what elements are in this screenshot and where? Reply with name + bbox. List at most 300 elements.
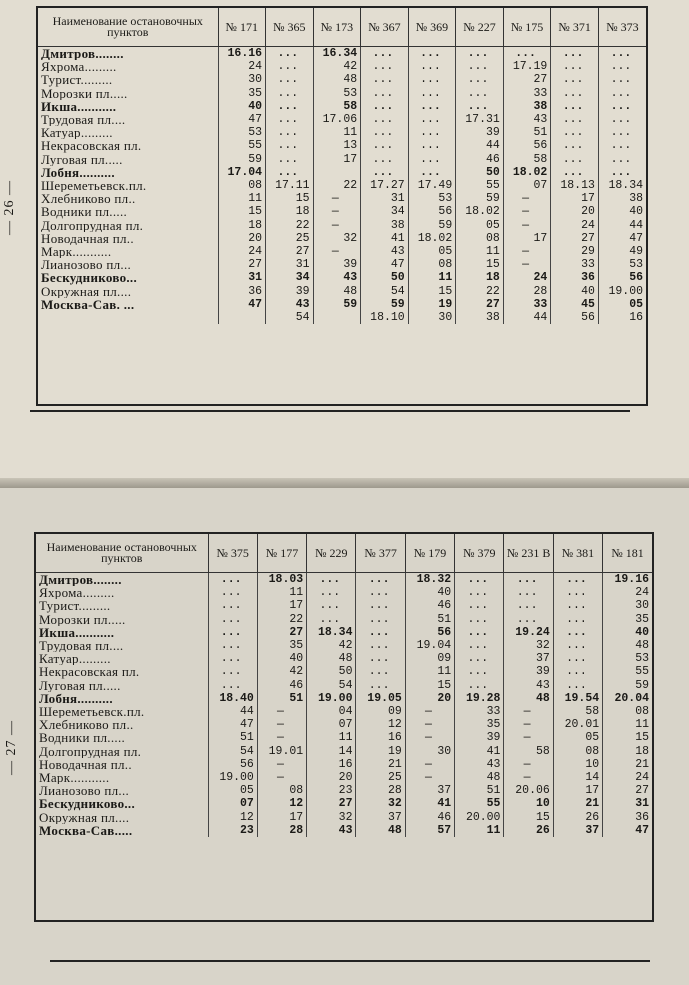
time-cell: ... (266, 47, 314, 61)
time-cell: ... (551, 60, 599, 73)
stop-name: Хлебниково пл.. (38, 192, 218, 205)
time-cell: ... (208, 573, 257, 587)
time-cell: — (504, 705, 553, 718)
time-cell: 50 (456, 166, 504, 179)
time-cell: 49 (629, 245, 643, 259)
time-cell: 39 (455, 731, 504, 744)
table-row (38, 139, 646, 152)
time-cell: 53 (313, 87, 361, 100)
time-cell: 48 (313, 73, 361, 86)
time-cell: 24 (551, 219, 599, 232)
time-cell: 17.11 (266, 179, 314, 192)
time-cell: 40 (551, 285, 599, 298)
time-cell: 36 (551, 271, 599, 284)
time-cell: 20.04 (614, 691, 649, 705)
time-cell: — (313, 205, 361, 218)
time-cell: ... (307, 613, 356, 626)
time-cell: 25 (266, 232, 314, 245)
time-cell: ... (266, 166, 314, 179)
time-cell: — (257, 718, 306, 731)
header-train-number: № 365 (266, 8, 314, 47)
time-cell: ... (455, 613, 504, 626)
time-cell: ... (356, 652, 405, 665)
time-cell: 09 (405, 652, 454, 665)
time-cell: 27 (551, 232, 599, 245)
time-cell: 25 (356, 771, 405, 784)
time-cell: 37 (504, 652, 553, 665)
time-cell: 27 (635, 784, 649, 798)
time-cell: 17 (551, 192, 599, 205)
table-row (38, 87, 646, 100)
time-cell: ... (503, 47, 551, 61)
stop-name: Турист......... (38, 73, 218, 86)
time-cell: ... (551, 100, 599, 113)
time-cell: 41 (455, 745, 504, 758)
header-train-number: № 229 (307, 534, 356, 573)
stop-name: Шереметьевск.пл. (38, 179, 218, 192)
time-cell: 59 (635, 678, 649, 692)
time-cell: 44 (208, 705, 257, 718)
header-train-number: № 371 (551, 8, 599, 47)
time-cell: 11 (456, 245, 504, 258)
time-cell: ... (307, 599, 356, 612)
table-row (36, 731, 652, 744)
stop-name: Москва-Сав. ... (38, 298, 218, 311)
time-cell: 27 (257, 626, 306, 639)
header-train-number: № 367 (361, 8, 409, 47)
time-cell: ... (356, 573, 405, 587)
time-cell: 43 (313, 271, 361, 284)
time-cell: 17.27 (361, 179, 409, 192)
time-cell: — (504, 718, 553, 731)
time-cell: 19.24 (504, 626, 553, 639)
header-train-number: № 375 (208, 534, 257, 573)
table-row (38, 271, 646, 284)
time-cell: 16 (629, 311, 643, 325)
time-cell: ... (361, 113, 409, 126)
time-cell: — (504, 771, 553, 784)
time-cell: 17 (503, 232, 551, 245)
time-cell: ... (455, 652, 504, 665)
time-cell: 11 (307, 731, 356, 744)
time-cell: 26 (553, 811, 602, 824)
time-cell: ... (356, 599, 405, 612)
time-cell: 42 (257, 665, 306, 678)
stop-name: Дмитров........ (38, 47, 218, 61)
time-cell: 30 (218, 73, 266, 86)
time-cell: ... (361, 60, 409, 73)
stop-name: Морозки пл..... (36, 613, 208, 626)
time-cell: 11 (313, 126, 361, 139)
time-cell (218, 311, 266, 324)
time-cell: 50 (307, 665, 356, 678)
time-cell: 30 (405, 745, 454, 758)
time-cell: 40 (405, 586, 454, 599)
stop-name: Окружная пл.... (36, 811, 208, 824)
stop-name: Лобня.......... (38, 166, 218, 179)
time-cell: 28 (503, 285, 551, 298)
table-row (36, 771, 652, 784)
time-cell: ... (553, 665, 602, 678)
stop-name: Яхрома......... (36, 586, 208, 599)
time-cell: 05 (408, 245, 456, 258)
time-cell: ... (455, 626, 504, 639)
time-cell: — (313, 245, 361, 258)
time-cell: 31 (218, 271, 266, 284)
time-cell: ... (551, 113, 599, 126)
time-cell: 32 (356, 797, 405, 810)
time-cell: ... (266, 139, 314, 152)
timetable-bottom (34, 532, 654, 922)
stop-name: Икша........... (38, 100, 218, 113)
time-cell: 09 (356, 705, 405, 718)
time-cell: — (313, 219, 361, 232)
time-cell: 19.00 (608, 284, 643, 298)
time-cell: ... (456, 60, 504, 73)
time-cell: 53 (218, 126, 266, 139)
stop-name: Лобня.......... (36, 692, 208, 705)
time-cell: ... (208, 599, 257, 612)
stop-name: Новодачная пл.. (38, 232, 218, 245)
time-cell: 17 (553, 784, 602, 797)
header-train-number: № 181 (603, 534, 652, 573)
time-cell: ... (361, 100, 409, 113)
time-cell: ... (456, 100, 504, 113)
time-cell: ... (553, 679, 602, 692)
table-row (36, 797, 652, 810)
table-row (36, 665, 652, 678)
time-cell: 24 (635, 586, 649, 600)
time-cell: 08 (553, 745, 602, 758)
time-cell: 48 (356, 824, 405, 837)
time-cell: ... (551, 166, 599, 179)
time-cell: 12 (257, 797, 306, 810)
time-cell: 19.00 (208, 771, 257, 784)
time-cell: ... (610, 60, 632, 74)
time-cell: 35 (455, 718, 504, 731)
time-cell: ... (208, 586, 257, 599)
time-cell: 23 (208, 824, 257, 837)
time-cell: 17.31 (456, 113, 504, 126)
time-cell: 07 (208, 797, 257, 810)
stop-name: Катуар......... (36, 652, 208, 665)
time-cell: ... (208, 613, 257, 626)
time-cell: ... (553, 613, 602, 626)
time-cell: 55 (456, 179, 504, 192)
stop-name: Трудовая пл.... (38, 113, 218, 126)
time-cell: 18.34 (608, 179, 643, 193)
table-row (36, 639, 652, 652)
time-cell: ... (553, 599, 602, 612)
time-cell: 34 (266, 271, 314, 284)
stop-name: Марк........... (38, 245, 218, 258)
time-cell: — (504, 758, 553, 771)
time-cell: 15 (456, 258, 504, 271)
time-cell: 24 (503, 271, 551, 284)
time-cell: 59 (361, 298, 409, 311)
time-cell: ... (356, 626, 405, 639)
time-cell: 17.49 (408, 179, 456, 192)
time-cell: ... (266, 73, 314, 86)
table-row (36, 824, 652, 837)
time-cell: 17.06 (313, 113, 361, 126)
time-cell: 29 (551, 245, 599, 258)
time-cell: 55 (635, 665, 649, 679)
header-stop-names: Наименование остановочных пунктов (36, 534, 208, 573)
time-cell: 20.00 (455, 811, 504, 824)
time-cell: 43 (266, 298, 314, 311)
time-cell: 53 (408, 192, 456, 205)
time-cell: ... (208, 665, 257, 678)
time-cell: 39 (313, 258, 361, 271)
time-cell: ... (551, 153, 599, 166)
time-cell: 15 (266, 192, 314, 205)
time-cell: 17.19 (503, 60, 551, 73)
time-cell: 17 (313, 153, 361, 166)
time-cell: 14 (307, 745, 356, 758)
time-cell: 27 (307, 797, 356, 810)
time-cell: 08 (408, 258, 456, 271)
time-cell: 44 (503, 311, 551, 324)
time-cell: ... (408, 100, 456, 113)
time-cell: 18.13 (551, 179, 599, 192)
table-row (38, 219, 646, 232)
time-cell: 44 (456, 139, 504, 152)
time-cell: ... (455, 639, 504, 652)
time-cell: 43 (307, 824, 356, 837)
time-cell: 59 (408, 219, 456, 232)
time-cell: 32 (504, 639, 553, 652)
time-cell: 18.32 (405, 573, 454, 587)
time-cell: ... (356, 613, 405, 626)
time-cell: 17 (257, 599, 306, 612)
time-cell: 40 (629, 205, 643, 219)
time-cell: ... (408, 166, 456, 179)
table-row (38, 232, 646, 245)
time-cell: 13 (313, 139, 361, 152)
timetable-top (36, 6, 648, 406)
time-cell: 11 (635, 718, 649, 732)
time-cell: 56 (405, 626, 454, 639)
time-cell: 46 (456, 153, 504, 166)
time-cell: 19.28 (455, 692, 504, 705)
time-cell: ... (408, 153, 456, 166)
time-cell: — (504, 731, 553, 744)
time-cell: 38 (503, 100, 551, 113)
time-cell: 28 (356, 784, 405, 797)
time-cell: ... (408, 87, 456, 100)
time-cell: ... (553, 626, 602, 639)
time-cell: 19.04 (405, 639, 454, 652)
time-cell: ... (266, 87, 314, 100)
stop-name: Окружная пл.... (38, 285, 218, 298)
table-row (38, 298, 646, 311)
table-row (36, 745, 652, 758)
time-cell: ... (551, 73, 599, 86)
page-rule-top (30, 410, 630, 412)
time-cell: ... (551, 47, 599, 61)
time-cell: 18.40 (208, 692, 257, 705)
schedule-table-top (38, 8, 646, 324)
time-cell: 54 (307, 679, 356, 692)
time-cell: 47 (635, 823, 649, 837)
time-cell: 17 (257, 811, 306, 824)
time-cell: 42 (313, 60, 361, 73)
time-cell: — (405, 718, 454, 731)
time-cell: 47 (218, 113, 266, 126)
time-cell: — (503, 192, 551, 205)
time-cell: 18 (218, 219, 266, 232)
time-cell: 33 (503, 87, 551, 100)
time-cell: 18 (635, 744, 649, 758)
time-cell: ... (610, 152, 632, 166)
time-cell: 18.03 (257, 573, 306, 587)
time-cell: 47 (361, 258, 409, 271)
time-cell: ... (356, 679, 405, 692)
time-cell: 05 (456, 219, 504, 232)
time-cell (313, 311, 361, 324)
time-cell: 12 (208, 811, 257, 824)
header-train-number: № 227 (456, 8, 504, 47)
time-cell: ... (456, 87, 504, 100)
time-cell: 33 (455, 705, 504, 718)
time-cell: 11 (405, 665, 454, 678)
stop-name: Долгопрудная пл. (38, 219, 218, 232)
time-cell: 08 (635, 705, 649, 719)
time-cell: 15 (635, 731, 649, 745)
time-cell: 22 (456, 285, 504, 298)
time-cell: ... (553, 652, 602, 665)
stop-name: Марк........... (36, 771, 208, 784)
time-cell: 35 (635, 612, 649, 626)
time-cell: ... (504, 599, 553, 612)
stop-name: Некрасовская пл. (36, 665, 208, 678)
header-train-number: № 179 (405, 534, 454, 573)
table-row (36, 652, 652, 665)
time-cell: 47 (218, 298, 266, 311)
time-cell: 51 (503, 126, 551, 139)
time-cell: ... (266, 153, 314, 166)
table-row (36, 599, 652, 612)
time-cell: ... (456, 73, 504, 86)
time-cell: ... (610, 47, 632, 60)
time-cell: 19.54 (553, 692, 602, 705)
time-cell: 54 (208, 745, 257, 758)
table-row (36, 679, 652, 692)
table-row (36, 626, 652, 639)
time-cell: ... (208, 639, 257, 652)
time-cell: — (257, 705, 306, 718)
time-cell: 42 (307, 639, 356, 652)
time-cell: 24 (635, 771, 649, 785)
table-row (38, 245, 646, 258)
time-cell: ... (266, 126, 314, 139)
table-row (38, 113, 646, 126)
time-cell: 20.01 (553, 718, 602, 731)
time-cell: 15 (218, 205, 266, 218)
time-cell: — (257, 758, 306, 771)
stop-name: Бескудниково... (36, 797, 208, 810)
table-row (38, 60, 646, 73)
time-cell: 07 (503, 179, 551, 192)
time-cell: 22 (257, 613, 306, 626)
time-cell: 51 (405, 613, 454, 626)
table-row (36, 586, 652, 599)
time-cell: — (405, 758, 454, 771)
table-row (36, 784, 652, 797)
page-rule-bottom (50, 960, 650, 962)
time-cell: ... (356, 665, 405, 678)
time-cell: 59 (218, 153, 266, 166)
stop-name (38, 311, 218, 324)
page-number-26: — 26 — (2, 180, 17, 235)
header-train-number: № 231 В (504, 534, 553, 573)
time-cell: 43 (455, 758, 504, 771)
table-row (38, 311, 646, 324)
table-row (38, 192, 646, 205)
time-cell: 36 (218, 285, 266, 298)
time-cell: ... (455, 679, 504, 692)
stop-name: Водники пл..... (36, 731, 208, 744)
stop-name: Морозки пл..... (38, 87, 218, 100)
time-cell: 19.00 (307, 692, 356, 705)
stop-name: Лианозово пл... (38, 258, 218, 271)
table-row (38, 100, 646, 113)
time-cell: 54 (266, 311, 314, 324)
time-cell: 50 (361, 271, 409, 284)
stop-name: Луговая пл..... (36, 679, 208, 692)
time-cell: 15 (504, 811, 553, 824)
time-cell: 24 (218, 245, 266, 258)
time-cell: ... (208, 652, 257, 665)
time-cell: 19 (408, 298, 456, 311)
time-cell: 53 (635, 652, 649, 666)
table-row (36, 692, 652, 705)
time-cell: 20 (405, 692, 454, 705)
time-cell: ... (551, 139, 599, 152)
time-cell: 11 (218, 192, 266, 205)
time-cell: 40 (635, 625, 649, 639)
time-cell: 21 (635, 757, 649, 771)
time-cell: 15 (408, 285, 456, 298)
time-cell: ... (356, 586, 405, 599)
stop-name: Лианозово пл... (36, 784, 208, 797)
header-stop-names: Наименование остановочных пунктов (38, 8, 218, 47)
stop-name: Шереметьевск.пл. (36, 705, 208, 718)
time-cell: 11 (455, 824, 504, 837)
time-cell: 28 (257, 824, 306, 837)
time-cell: 24 (218, 60, 266, 73)
time-cell: 51 (257, 692, 306, 705)
time-cell: 38 (361, 219, 409, 232)
table-row (38, 285, 646, 298)
time-cell: 27 (218, 258, 266, 271)
time-cell: ... (361, 126, 409, 139)
time-cell: ... (408, 139, 456, 152)
time-cell: 39 (504, 665, 553, 678)
time-cell: ... (551, 126, 599, 139)
table-row (36, 811, 652, 824)
stop-name: Дмитров........ (36, 573, 208, 587)
time-cell: 22 (313, 179, 361, 192)
time-cell (313, 166, 361, 179)
stop-name: Трудовая пл.... (36, 639, 208, 652)
time-cell: 43 (503, 113, 551, 126)
time-cell: 23 (307, 784, 356, 797)
time-cell: 46 (405, 811, 454, 824)
time-cell: 16.34 (313, 47, 361, 61)
time-cell: ... (356, 639, 405, 652)
